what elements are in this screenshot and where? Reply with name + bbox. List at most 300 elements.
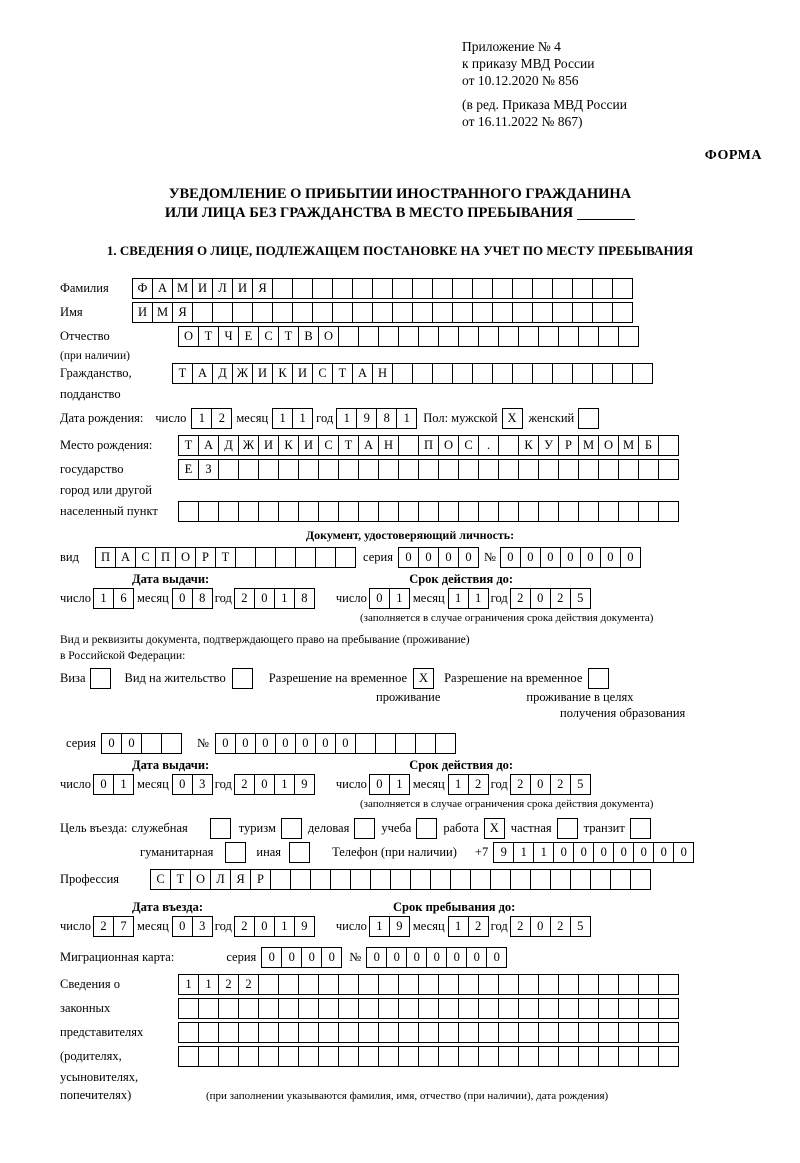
char-cell[interactable] [532, 363, 553, 384]
input-rep-line4[interactable] [178, 1046, 678, 1067]
checkbox-purpose2-0[interactable] [225, 842, 246, 863]
char-cell[interactable] [618, 459, 639, 480]
char-cell[interactable] [658, 459, 679, 480]
char-cell[interactable]: 0 [553, 842, 574, 863]
char-cell[interactable]: 0 [386, 947, 407, 968]
char-cell[interactable] [398, 435, 419, 456]
char-cell[interactable] [612, 363, 633, 384]
char-cell[interactable] [458, 1022, 479, 1043]
char-cell[interactable]: 0 [540, 547, 561, 568]
char-cell[interactable]: Ж [232, 363, 253, 384]
char-cell[interactable] [272, 278, 293, 299]
char-cell[interactable] [452, 302, 473, 323]
char-cell[interactable] [578, 974, 599, 995]
char-cell[interactable] [572, 363, 593, 384]
char-cell[interactable]: 0 [446, 947, 467, 968]
checkbox-purpose-0[interactable] [210, 818, 231, 839]
char-cell[interactable] [438, 1046, 459, 1067]
input-stay-year[interactable] [510, 916, 590, 937]
char-cell[interactable] [532, 278, 553, 299]
char-cell[interactable] [498, 998, 519, 1019]
char-cell[interactable]: 0 [335, 733, 356, 754]
char-cell[interactable] [598, 1022, 619, 1043]
char-cell[interactable] [358, 998, 379, 1019]
char-cell[interactable] [298, 998, 319, 1019]
char-cell[interactable] [352, 302, 373, 323]
char-cell[interactable] [478, 1046, 499, 1067]
char-cell[interactable] [552, 302, 573, 323]
checkbox-residence[interactable] [232, 668, 253, 689]
char-cell[interactable] [318, 974, 339, 995]
char-cell[interactable] [538, 974, 559, 995]
char-cell[interactable] [658, 1022, 679, 1043]
char-cell[interactable] [592, 363, 613, 384]
char-cell[interactable]: М [578, 435, 599, 456]
char-cell[interactable] [418, 326, 439, 347]
char-cell[interactable]: И [192, 278, 213, 299]
char-cell[interactable] [412, 363, 433, 384]
char-cell[interactable] [272, 302, 293, 323]
checkbox-purpose-4[interactable]: X [484, 818, 505, 839]
checkbox-purpose-3[interactable] [416, 818, 437, 839]
char-cell[interactable]: 0 [172, 774, 193, 795]
char-cell[interactable] [378, 974, 399, 995]
char-cell[interactable]: 1 [272, 408, 293, 429]
char-cell[interactable] [578, 1046, 599, 1067]
char-cell[interactable] [258, 1046, 279, 1067]
char-cell[interactable]: 1 [274, 916, 295, 937]
char-cell[interactable] [498, 974, 519, 995]
char-cell[interactable] [298, 501, 319, 522]
char-cell[interactable] [398, 998, 419, 1019]
char-cell[interactable]: У [538, 435, 559, 456]
char-cell[interactable]: . [478, 435, 499, 456]
char-cell[interactable]: 0 [398, 547, 419, 568]
char-cell[interactable]: Т [215, 547, 236, 568]
char-cell[interactable]: 1 [389, 774, 410, 795]
char-cell[interactable] [572, 302, 593, 323]
char-cell[interactable]: 0 [261, 947, 282, 968]
char-cell[interactable] [238, 1046, 259, 1067]
char-cell[interactable] [392, 278, 413, 299]
char-cell[interactable]: И [232, 278, 253, 299]
char-cell[interactable]: 0 [295, 733, 316, 754]
char-cell[interactable]: С [312, 363, 333, 384]
checkbox-purpose-6[interactable] [630, 818, 651, 839]
char-cell[interactable] [218, 501, 239, 522]
char-cell[interactable]: 1 [292, 408, 313, 429]
char-cell[interactable] [538, 501, 559, 522]
char-cell[interactable] [435, 733, 456, 754]
char-cell[interactable] [372, 278, 393, 299]
char-cell[interactable] [338, 998, 359, 1019]
char-cell[interactable] [295, 547, 316, 568]
char-cell[interactable]: 0 [560, 547, 581, 568]
char-cell[interactable] [375, 733, 396, 754]
char-cell[interactable]: А [192, 363, 213, 384]
char-cell[interactable] [658, 501, 679, 522]
char-cell[interactable] [438, 998, 459, 1019]
char-cell[interactable] [578, 459, 599, 480]
char-cell[interactable] [258, 459, 279, 480]
char-cell[interactable]: 2 [550, 774, 571, 795]
char-cell[interactable]: 0 [255, 733, 276, 754]
char-cell[interactable] [618, 326, 639, 347]
checkbox-male[interactable]: X [502, 408, 523, 429]
char-cell[interactable] [350, 869, 371, 890]
char-cell[interactable] [178, 1022, 199, 1043]
char-cell[interactable] [478, 974, 499, 995]
char-cell[interactable]: 1 [468, 588, 489, 609]
char-cell[interactable] [598, 974, 619, 995]
char-cell[interactable]: 1 [389, 588, 410, 609]
input-stay-month[interactable] [448, 916, 488, 937]
char-cell[interactable]: Т [170, 869, 191, 890]
input-staydoc-issue-month[interactable] [172, 774, 212, 795]
char-cell[interactable]: М [618, 435, 639, 456]
char-cell[interactable] [498, 501, 519, 522]
input-staydoc-series[interactable] [101, 733, 181, 754]
char-cell[interactable]: 2 [468, 774, 489, 795]
input-birthplace-line1[interactable] [178, 435, 678, 456]
char-cell[interactable] [598, 459, 619, 480]
char-cell[interactable]: 2 [510, 774, 531, 795]
input-iddoc-type[interactable] [95, 547, 355, 568]
char-cell[interactable] [538, 459, 559, 480]
char-cell[interactable]: 2 [234, 588, 255, 609]
char-cell[interactable] [161, 733, 182, 754]
checkbox-purpose2-1[interactable] [289, 842, 310, 863]
char-cell[interactable] [278, 459, 299, 480]
char-cell[interactable] [178, 1046, 199, 1067]
char-cell[interactable] [472, 363, 493, 384]
char-cell[interactable]: 1 [533, 842, 554, 863]
char-cell[interactable]: К [278, 435, 299, 456]
char-cell[interactable]: 1 [396, 408, 417, 429]
char-cell[interactable] [458, 326, 479, 347]
char-cell[interactable] [612, 278, 633, 299]
char-cell[interactable]: 2 [550, 588, 571, 609]
char-cell[interactable] [638, 501, 659, 522]
char-cell[interactable] [378, 998, 399, 1019]
char-cell[interactable]: 3 [192, 916, 213, 937]
char-cell[interactable] [592, 278, 613, 299]
char-cell[interactable] [358, 501, 379, 522]
char-cell[interactable] [335, 547, 356, 568]
char-cell[interactable] [258, 1022, 279, 1043]
char-cell[interactable] [630, 869, 651, 890]
input-iddoc-valid-month[interactable] [448, 588, 488, 609]
char-cell[interactable]: 0 [215, 733, 236, 754]
char-cell[interactable] [598, 1046, 619, 1067]
char-cell[interactable] [255, 547, 276, 568]
char-cell[interactable]: 5 [570, 774, 591, 795]
char-cell[interactable] [398, 501, 419, 522]
char-cell[interactable] [458, 501, 479, 522]
char-cell[interactable]: 8 [192, 588, 213, 609]
char-cell[interactable]: 0 [315, 733, 336, 754]
char-cell[interactable] [638, 998, 659, 1019]
char-cell[interactable]: 0 [254, 774, 275, 795]
char-cell[interactable] [432, 363, 453, 384]
input-stay-day[interactable] [369, 916, 409, 937]
char-cell[interactable] [278, 1022, 299, 1043]
char-cell[interactable]: 0 [520, 547, 541, 568]
input-entry-month[interactable] [172, 916, 212, 937]
input-iddoc-series[interactable] [398, 547, 478, 568]
char-cell[interactable]: 0 [366, 947, 387, 968]
char-cell[interactable] [592, 302, 613, 323]
input-birthplace-line3[interactable] [178, 501, 678, 522]
char-cell[interactable] [590, 869, 611, 890]
char-cell[interactable] [578, 501, 599, 522]
input-rep-line1[interactable] [178, 974, 678, 995]
char-cell[interactable]: М [172, 278, 193, 299]
char-cell[interactable] [418, 1022, 439, 1043]
input-migration-series[interactable] [261, 947, 341, 968]
input-rep-line3[interactable] [178, 1022, 678, 1043]
char-cell[interactable]: К [518, 435, 539, 456]
char-cell[interactable] [298, 974, 319, 995]
char-cell[interactable]: 0 [573, 842, 594, 863]
char-cell[interactable]: О [190, 869, 211, 890]
char-cell[interactable] [418, 501, 439, 522]
char-cell[interactable] [290, 869, 311, 890]
char-cell[interactable] [498, 1022, 519, 1043]
input-staydoc-issue-year[interactable] [234, 774, 314, 795]
char-cell[interactable]: В [298, 326, 319, 347]
char-cell[interactable] [198, 998, 219, 1019]
checkbox-purpose-5[interactable] [557, 818, 578, 839]
char-cell[interactable]: И [298, 435, 319, 456]
char-cell[interactable]: С [258, 326, 279, 347]
char-cell[interactable]: П [95, 547, 116, 568]
input-iddoc-number[interactable] [500, 547, 640, 568]
char-cell[interactable] [310, 869, 331, 890]
char-cell[interactable]: 7 [113, 916, 134, 937]
char-cell[interactable] [478, 459, 499, 480]
char-cell[interactable] [412, 278, 433, 299]
char-cell[interactable] [198, 1046, 219, 1067]
char-cell[interactable] [558, 459, 579, 480]
char-cell[interactable] [452, 278, 473, 299]
char-cell[interactable]: О [318, 326, 339, 347]
char-cell[interactable] [558, 326, 579, 347]
char-cell[interactable] [355, 733, 376, 754]
char-cell[interactable] [518, 326, 539, 347]
char-cell[interactable] [378, 1046, 399, 1067]
char-cell[interactable] [498, 1046, 519, 1067]
char-cell[interactable]: 0 [600, 547, 621, 568]
char-cell[interactable] [370, 869, 391, 890]
char-cell[interactable] [352, 278, 373, 299]
input-iddoc-issue-month[interactable] [172, 588, 212, 609]
input-entry-day[interactable] [93, 916, 133, 937]
char-cell[interactable] [412, 302, 433, 323]
char-cell[interactable] [278, 501, 299, 522]
char-cell[interactable]: Т [198, 326, 219, 347]
char-cell[interactable] [312, 302, 333, 323]
char-cell[interactable] [472, 278, 493, 299]
char-cell[interactable] [518, 501, 539, 522]
char-cell[interactable] [218, 1046, 239, 1067]
char-cell[interactable]: 0 [254, 588, 275, 609]
char-cell[interactable]: 0 [275, 733, 296, 754]
input-surname[interactable] [132, 278, 632, 299]
char-cell[interactable] [518, 998, 539, 1019]
char-cell[interactable] [318, 459, 339, 480]
char-cell[interactable] [392, 363, 413, 384]
char-cell[interactable]: Т [332, 363, 353, 384]
char-cell[interactable] [478, 501, 499, 522]
char-cell[interactable] [238, 501, 259, 522]
char-cell[interactable] [578, 326, 599, 347]
char-cell[interactable] [490, 869, 511, 890]
char-cell[interactable]: 0 [406, 947, 427, 968]
char-cell[interactable]: 0 [369, 774, 390, 795]
char-cell[interactable] [198, 1022, 219, 1043]
char-cell[interactable] [438, 459, 459, 480]
char-cell[interactable]: Я [252, 278, 273, 299]
input-iddoc-issue-day[interactable] [93, 588, 133, 609]
char-cell[interactable] [390, 869, 411, 890]
char-cell[interactable] [398, 326, 419, 347]
char-cell[interactable]: 0 [458, 547, 479, 568]
char-cell[interactable] [292, 302, 313, 323]
char-cell[interactable]: 1 [274, 588, 295, 609]
checkbox-temp-residence[interactable]: X [413, 668, 434, 689]
char-cell[interactable]: Т [278, 326, 299, 347]
char-cell[interactable] [358, 326, 379, 347]
char-cell[interactable]: Т [172, 363, 193, 384]
char-cell[interactable]: 0 [235, 733, 256, 754]
char-cell[interactable] [512, 363, 533, 384]
char-cell[interactable] [612, 302, 633, 323]
char-cell[interactable]: 0 [653, 842, 674, 863]
char-cell[interactable]: 0 [121, 733, 142, 754]
char-cell[interactable] [312, 278, 333, 299]
char-cell[interactable] [658, 1046, 679, 1067]
checkbox-edu-residence[interactable] [588, 668, 609, 689]
char-cell[interactable] [358, 459, 379, 480]
char-cell[interactable]: 0 [418, 547, 439, 568]
input-birth-day[interactable] [191, 408, 231, 429]
char-cell[interactable]: Р [195, 547, 216, 568]
char-cell[interactable]: Ж [238, 435, 259, 456]
char-cell[interactable] [550, 869, 571, 890]
char-cell[interactable]: С [318, 435, 339, 456]
char-cell[interactable] [558, 998, 579, 1019]
char-cell[interactable]: 0 [613, 842, 634, 863]
char-cell[interactable]: Р [558, 435, 579, 456]
char-cell[interactable] [658, 974, 679, 995]
checkbox-female[interactable] [578, 408, 599, 429]
char-cell[interactable]: Ч [218, 326, 239, 347]
char-cell[interactable] [552, 278, 573, 299]
char-cell[interactable]: С [458, 435, 479, 456]
char-cell[interactable] [532, 302, 553, 323]
char-cell[interactable] [398, 459, 419, 480]
char-cell[interactable]: 2 [218, 974, 239, 995]
input-iddoc-issue-year[interactable] [234, 588, 314, 609]
char-cell[interactable] [192, 302, 213, 323]
input-migration-number[interactable] [366, 947, 506, 968]
char-cell[interactable] [558, 1046, 579, 1067]
char-cell[interactable] [238, 998, 259, 1019]
char-cell[interactable] [378, 1022, 399, 1043]
char-cell[interactable] [570, 869, 591, 890]
char-cell[interactable] [235, 547, 256, 568]
char-cell[interactable] [275, 547, 296, 568]
char-cell[interactable]: 0 [438, 547, 459, 568]
char-cell[interactable]: 0 [101, 733, 122, 754]
char-cell[interactable] [315, 547, 336, 568]
char-cell[interactable]: З [198, 459, 219, 480]
char-cell[interactable] [472, 302, 493, 323]
char-cell[interactable]: 1 [113, 774, 134, 795]
char-cell[interactable] [558, 1022, 579, 1043]
char-cell[interactable] [232, 302, 253, 323]
char-cell[interactable]: А [115, 547, 136, 568]
char-cell[interactable] [552, 363, 573, 384]
char-cell[interactable] [258, 501, 279, 522]
char-cell[interactable] [418, 459, 439, 480]
char-cell[interactable]: Л [210, 869, 231, 890]
char-cell[interactable] [518, 1022, 539, 1043]
char-cell[interactable] [578, 1022, 599, 1043]
char-cell[interactable] [258, 998, 279, 1019]
char-cell[interactable]: Д [218, 435, 239, 456]
char-cell[interactable]: 0 [673, 842, 694, 863]
char-cell[interactable] [278, 1046, 299, 1067]
char-cell[interactable]: 0 [254, 916, 275, 937]
char-cell[interactable] [332, 302, 353, 323]
char-cell[interactable]: 3 [192, 774, 213, 795]
char-cell[interactable] [518, 1046, 539, 1067]
char-cell[interactable]: 2 [93, 916, 114, 937]
char-cell[interactable]: Я [172, 302, 193, 323]
char-cell[interactable] [258, 974, 279, 995]
char-cell[interactable]: 0 [530, 774, 551, 795]
char-cell[interactable] [278, 974, 299, 995]
char-cell[interactable]: 0 [486, 947, 507, 968]
char-cell[interactable] [410, 869, 431, 890]
input-staydoc-issue-day[interactable] [93, 774, 133, 795]
char-cell[interactable] [618, 974, 639, 995]
char-cell[interactable] [358, 1046, 379, 1067]
char-cell[interactable] [458, 459, 479, 480]
char-cell[interactable] [538, 1046, 559, 1067]
char-cell[interactable]: 2 [468, 916, 489, 937]
char-cell[interactable] [470, 869, 491, 890]
char-cell[interactable]: Н [378, 435, 399, 456]
char-cell[interactable] [478, 998, 499, 1019]
char-cell[interactable] [398, 1046, 419, 1067]
char-cell[interactable] [658, 998, 679, 1019]
char-cell[interactable]: П [155, 547, 176, 568]
input-staydoc-valid-day[interactable] [369, 774, 409, 795]
char-cell[interactable]: Т [178, 435, 199, 456]
char-cell[interactable]: 1 [336, 408, 357, 429]
char-cell[interactable] [458, 1046, 479, 1067]
char-cell[interactable]: И [252, 363, 273, 384]
char-cell[interactable] [218, 459, 239, 480]
char-cell[interactable] [338, 501, 359, 522]
char-cell[interactable] [518, 459, 539, 480]
char-cell[interactable]: 0 [426, 947, 447, 968]
checkbox-purpose-2[interactable] [354, 818, 375, 839]
char-cell[interactable]: 5 [570, 916, 591, 937]
